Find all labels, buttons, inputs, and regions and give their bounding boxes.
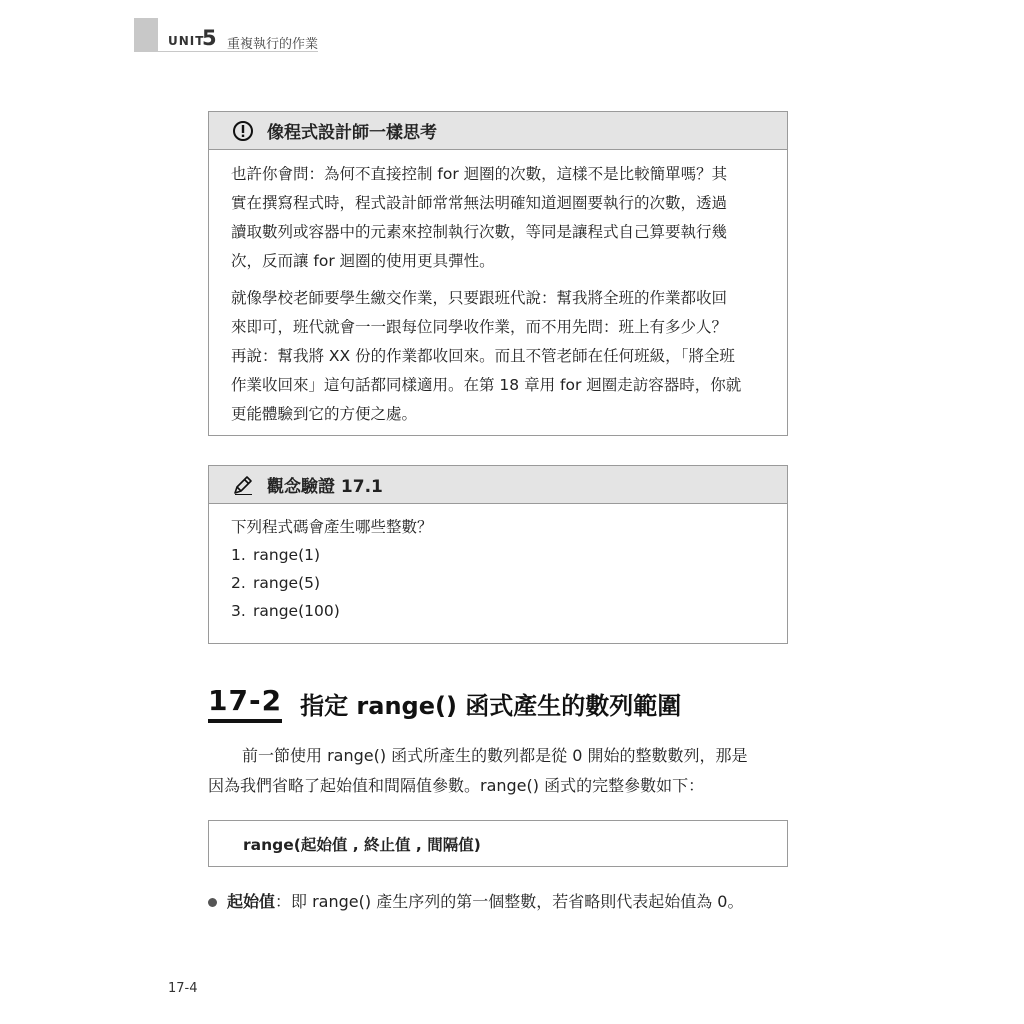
paragraph [231, 284, 765, 429]
text-line: 實在撰寫程式時，程式設計師常常無法明確知道迴圈要執行的次數，透過 [231, 194, 728, 212]
body-paragraph [208, 741, 790, 801]
code-text: range(起始值 , 終止值 , 間隔值) [243, 835, 481, 854]
text-line: 讀取數列或容器中的元素來控制執行次數，等同是讓程式自己算要執行幾 [231, 223, 728, 241]
box-title: 觀念驗證 17.1 [267, 477, 383, 497]
text-line: 再說：幫我將 XX 份的作業都收回來。而且不管老師在任何班級，「將全班 [231, 347, 735, 365]
bullet-item [208, 889, 808, 915]
list-item: 3. range(100) [231, 602, 340, 620]
paragraph [231, 160, 765, 276]
bullet-dot-icon [208, 898, 217, 907]
text-line: 就像學校老師要學生繳交作業，只要跟班代說：幫我將全班的作業都收回 [231, 289, 728, 307]
box-title: 像程式設計師一樣思考 [267, 123, 437, 143]
running-header [134, 18, 324, 52]
text-line: 作業收回來」這句話都同樣適用。在第 18 章用 for 迴圈走訪容器時，你就 [231, 376, 742, 394]
text-line: 前一節使用 range() 函式所產生的數列都是從 0 開始的整數數列，那是 [242, 746, 748, 765]
text-line: 更能體驗到它的方便之處。 [231, 405, 418, 423]
unit-number: 5 [202, 26, 217, 50]
section-number: 17-2 [208, 684, 282, 723]
box-header [209, 466, 787, 504]
page-number: 17-4 [168, 981, 198, 996]
text-line: 因為我們省略了起始值和間隔值參數。range() 函式的完整參數如下： [208, 776, 705, 795]
code-box [208, 820, 788, 867]
list-item: 1. range(1) [231, 546, 321, 564]
section-heading [208, 683, 681, 723]
box-body [209, 504, 787, 631]
box-body [209, 150, 787, 443]
text-line: 次，反而讓 for 迴圈的使用更具彈性。 [231, 252, 495, 270]
exclamation-circle-icon [231, 119, 255, 143]
unit-title: 重複執行的作業 [227, 37, 319, 52]
question-text: 下列程式碼會產生哪些整數？ [231, 518, 433, 536]
box-header [209, 112, 787, 150]
bullet-text: ：即 range() 產生序列的第一個整數，若省略則代表起始值為 0。 [275, 892, 744, 911]
think-like-programmer-box [208, 111, 788, 436]
unit-label: UNIT [168, 34, 205, 48]
text-line: 來即可，班代就會一一跟每位同學收作業，而不用先問：班上有多少人？ [231, 318, 728, 336]
section-title: 指定 range() 函式產生的數列範圍 [300, 691, 682, 720]
header-bar [134, 18, 158, 52]
list-item: 2. range(5) [231, 574, 321, 592]
text-line: 也許你會問：為何不直接控制 for 迴圈的次數，這樣不是比較簡單嗎？其 [231, 165, 728, 183]
concept-check-box [208, 465, 788, 644]
bullet-term: 起始值 [227, 892, 276, 911]
pencil-icon [231, 473, 255, 497]
